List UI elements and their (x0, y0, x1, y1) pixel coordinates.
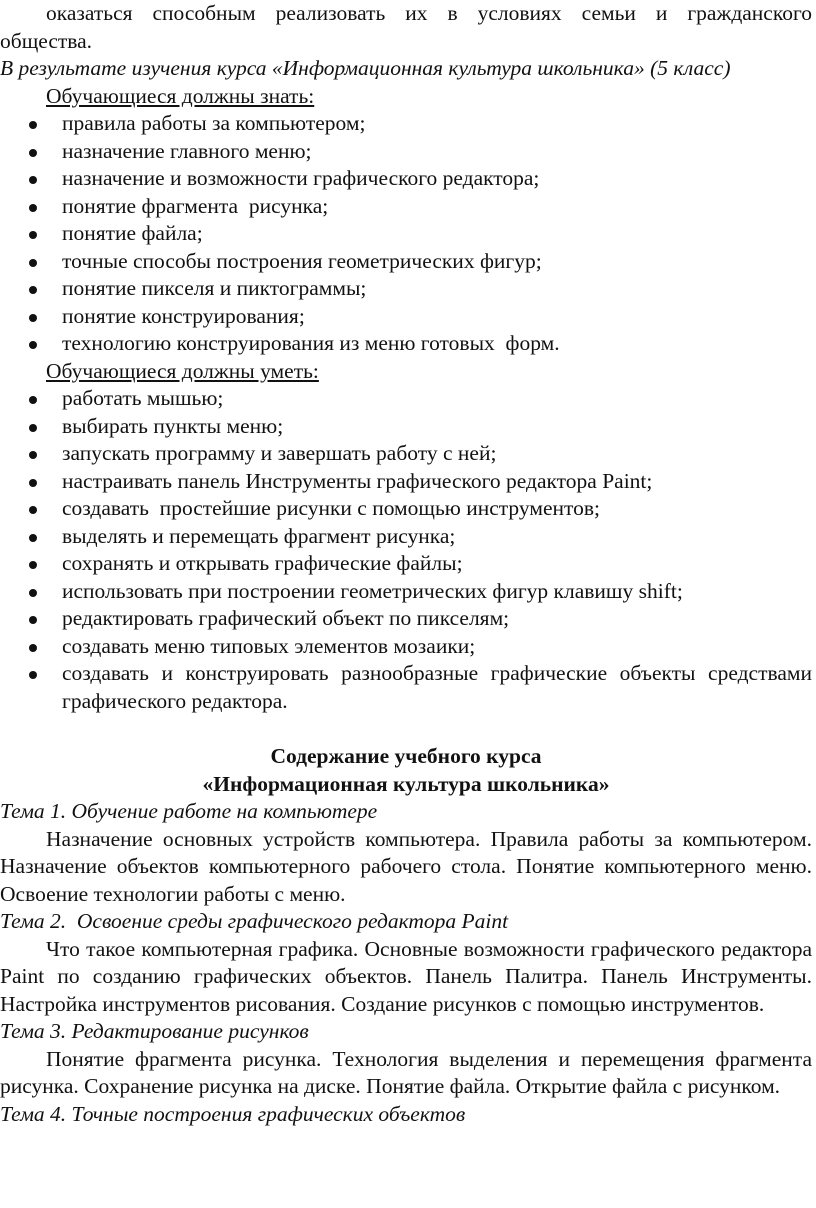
know-heading-wrap (0, 83, 812, 111)
bullet-icon (29, 589, 37, 597)
know-list (0, 110, 812, 358)
list-item: создавать и конструировать разнообразные графические объекты средствами графического редактора. (0, 660, 812, 715)
list-item: понятие фрагмента рисунка; (0, 193, 812, 221)
can-list (0, 385, 812, 715)
theme-3-text: Понятие фрагмента рисунка. Технология выделения и перемещения фрагмента рисунка. Сохранение рисунка на диске. Понятие файла. Открытие файла с рисунком. (0, 1046, 812, 1098)
bullet-icon (29, 506, 37, 514)
content-title-1: Содержание учебного курса (270, 744, 542, 768)
bullet-icon (29, 259, 37, 267)
bullet-icon (29, 424, 37, 432)
list-item: запускать программу и завершать работу с ней; (0, 440, 812, 468)
list-item: назначение главного меню; (0, 138, 812, 166)
spacer (0, 715, 812, 743)
theme-2-text: Что такое компьютерная графика. Основные возможности графического редактора Paint по созданию графических объектов. Панель Палитра. Панель Инструменты. Настройка инструментов рисования. Создание рисунков с помощью инструментов. (0, 936, 812, 1016)
can-heading: Обучающиеся должны уметь: (46, 358, 319, 383)
list-item: назначение и возможности графического редактора; (0, 165, 812, 193)
list-item: правила работы за компьютером; (0, 110, 812, 138)
list-item: выбирать пункты меню; (0, 413, 812, 441)
bullet-icon (29, 534, 37, 542)
bullet-icon (29, 231, 37, 239)
bullet-icon (29, 204, 37, 212)
bullet-icon (29, 451, 37, 459)
list-item: использовать при построении геометрических фигур клавишу shift; (0, 578, 812, 606)
bullet-icon (29, 479, 37, 487)
theme-3-title: Тема 3. Редактирование рисунков (0, 1019, 309, 1043)
bullet-icon (29, 121, 37, 129)
list-item: создавать меню типовых элементов мозаики; (0, 633, 812, 661)
result-line: В результате изучения курса «Информационная культура школьника» (5 класс) (0, 56, 731, 80)
bullet-icon (29, 671, 37, 679)
intro-line-2: общества. (0, 28, 93, 53)
list-item: понятие пикселя и пиктограммы; (0, 275, 812, 303)
theme-1-text: Назначение основных устройств компьютера. Правила работы за компьютером. Назначение объектов компьютерного рабочего стола. Понятие компьютерного меню. Освоение технологии работы с меню. (0, 826, 812, 906)
list-item: редактировать графический объект по пикселям; (0, 605, 812, 633)
bullet-icon (29, 286, 37, 294)
bullet-icon (29, 341, 37, 349)
bullet-icon (29, 396, 37, 404)
bullet-icon (29, 616, 37, 624)
list-item: сохранять и открывать графические файлы; (0, 550, 812, 578)
list-item: понятие файла; (0, 220, 812, 248)
bullet-icon (29, 149, 37, 157)
theme-2-title: Тема 2. Освоение среды графического редактора Paint (0, 909, 509, 933)
can-heading-wrap (0, 358, 812, 386)
list-item: технологию конструирования из меню готовых форм. (0, 330, 812, 358)
know-heading: Обучающиеся должны знать: (46, 83, 315, 108)
bullet-icon (29, 314, 37, 322)
intro-line-1: оказаться способным реализовать их в условиях семьи и гражданского (46, 1, 812, 25)
content-title-2: «Информационная культура школьника» (202, 771, 610, 796)
list-item: создавать простейшие рисунки с помощью инструментов; (0, 495, 812, 523)
bullet-icon (29, 644, 37, 652)
list-item: настраивать панель Инструменты графического редактора Paint; (0, 468, 812, 496)
list-item: понятие конструирования; (0, 303, 812, 331)
list-item: выделять и перемещать фрагмент рисунка; (0, 523, 812, 551)
theme-4-title: Тема 4. Точные построения графических объектов (0, 1101, 466, 1126)
bullet-icon (29, 176, 37, 184)
theme-1-title: Тема 1. Обучение работе на компьютере (0, 799, 378, 823)
list-item: точные способы построения геометрических фигур; (0, 248, 812, 276)
bullet-icon (29, 561, 37, 569)
list-item: работать мышью; (0, 385, 812, 413)
